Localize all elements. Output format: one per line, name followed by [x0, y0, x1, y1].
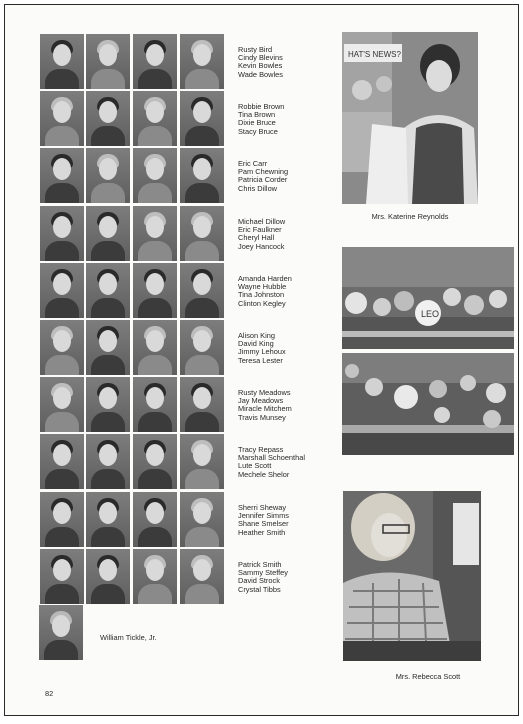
student-portrait: [86, 492, 130, 547]
student-name: Teresa Lester: [238, 355, 283, 365]
classroom-sign: HAT'S NEWS?: [348, 50, 401, 59]
student-name: Miracle Mitchem: [238, 404, 292, 414]
name-block: [238, 504, 333, 537]
student-portrait: [133, 549, 177, 604]
student-name: Rusty Meadows: [238, 388, 291, 397]
student-name: Travis Munsey: [238, 412, 286, 422]
student-portrait: [133, 377, 177, 432]
student-portrait: [133, 148, 177, 203]
student-portrait: [40, 263, 84, 318]
student-name: Heather Smith: [238, 527, 286, 537]
student-portrait: [40, 206, 84, 261]
name-block: [238, 275, 333, 308]
student-portrait: [133, 434, 177, 489]
student-portrait: [86, 148, 130, 203]
student-portrait: [180, 492, 224, 547]
last-student-name: William Tickle, Jr.: [100, 633, 157, 642]
name-block: [238, 46, 333, 79]
student-portrait: [133, 492, 177, 547]
student-name: Tracy Repass: [238, 445, 284, 454]
name-block: [238, 561, 333, 594]
student-portrait: [86, 320, 130, 375]
student-name: Cheryl Hall: [238, 233, 275, 243]
student-name: Sherri Sheway: [238, 503, 287, 512]
classroom-photo-1-drawing: [342, 247, 514, 349]
teacher-photo-reynolds: [342, 32, 478, 204]
student-portrait: [86, 34, 130, 89]
student-portrait: [86, 263, 130, 318]
student-name: Marshall Schoenthal: [238, 453, 305, 463]
student-portrait: [40, 549, 84, 604]
classroom-photo-2-drawing: [342, 353, 514, 455]
name-block: [238, 160, 333, 193]
student-name: Kevin Bowles: [238, 61, 283, 71]
student-name: Shane Smelser: [238, 519, 289, 529]
student-portrait: [40, 320, 84, 375]
student-portrait: [133, 91, 177, 146]
student-name: Tina Brown: [238, 110, 276, 120]
student-name: Tina Johnston: [238, 290, 285, 300]
student-name: Stacy Bruce: [238, 126, 278, 136]
student-portrait: [86, 91, 130, 146]
student-name: Crystal Tibbs: [238, 584, 281, 594]
student-name: Mechele Shelor: [238, 469, 290, 479]
page-number: 82: [45, 689, 54, 698]
student-name: Rusty Bird: [238, 45, 273, 54]
classroom-sign: LEO: [421, 309, 440, 319]
student-name: Pam Chewning: [238, 167, 289, 177]
student-name: Wade Bowles: [238, 69, 283, 79]
teacher-caption-scott: Mrs. Rebecca Scott: [395, 672, 461, 681]
student-name: Joey Hancock: [238, 241, 285, 251]
student-name: Patrick Smith: [238, 560, 282, 569]
student-name: Sammy Steffey: [238, 568, 288, 578]
student-name: Jimmy Lehoux: [238, 347, 286, 357]
student-name: Chris Dillow: [238, 183, 278, 193]
student-portrait: [40, 377, 84, 432]
classroom-photo-1: [342, 247, 514, 349]
student-portrait: [39, 605, 83, 660]
yearbook-page: [4, 4, 519, 716]
student-portrait: [133, 34, 177, 89]
student-portrait: [180, 549, 224, 604]
student-portrait: [180, 263, 224, 318]
student-name: Alison King: [238, 331, 275, 340]
student-portrait: [40, 91, 84, 146]
name-block: [238, 389, 333, 422]
student-portrait: [86, 206, 130, 261]
student-portrait: [40, 148, 84, 203]
student-portrait: [180, 434, 224, 489]
classroom-photo-2: [342, 353, 514, 455]
student-name: Jennifer Simms: [238, 511, 289, 521]
student-portrait: [40, 434, 84, 489]
student-name: David Strock: [238, 576, 280, 586]
student-portrait: [133, 320, 177, 375]
student-portrait: [40, 492, 84, 547]
name-block: [238, 218, 333, 251]
student-name: Amanda Harden: [238, 274, 292, 283]
student-name: Wayne Hubble: [238, 282, 287, 292]
student-portrait: [180, 377, 224, 432]
student-name: Jay Meadows: [238, 396, 284, 406]
teacher-photo-scott: [343, 491, 481, 661]
student-portrait: [180, 206, 224, 261]
student-name: Clinton Kegley: [238, 298, 286, 308]
student-name: Lute Scott: [238, 461, 272, 471]
name-block: [238, 332, 333, 365]
student-name: Eric Carr: [238, 159, 268, 168]
student-name: Patricia Corder: [238, 175, 288, 185]
student-name: Cindy Blevins: [238, 53, 283, 63]
teacher-photo-scott-drawing: [343, 491, 481, 661]
student-portrait: [180, 91, 224, 146]
teacher-caption-reynolds: Mrs. Katerine Reynolds: [371, 212, 449, 221]
student-portrait: [86, 549, 130, 604]
student-portrait: [180, 148, 224, 203]
student-portrait: [133, 206, 177, 261]
student-portrait: [86, 434, 130, 489]
student-name: Robbie Brown: [238, 102, 285, 111]
student-portrait: [180, 320, 224, 375]
name-block: [238, 446, 333, 479]
name-block: [238, 103, 333, 136]
student-name: Eric Faulkner: [238, 225, 282, 235]
student-name: Michael Dillow: [238, 217, 286, 226]
student-portrait: [86, 377, 130, 432]
student-portrait: [40, 34, 84, 89]
student-name: David King: [238, 339, 274, 349]
teacher-photo-drawing: [342, 32, 478, 204]
student-portrait: [133, 263, 177, 318]
student-portrait: [180, 34, 224, 89]
student-name: Dixie Bruce: [238, 118, 276, 128]
